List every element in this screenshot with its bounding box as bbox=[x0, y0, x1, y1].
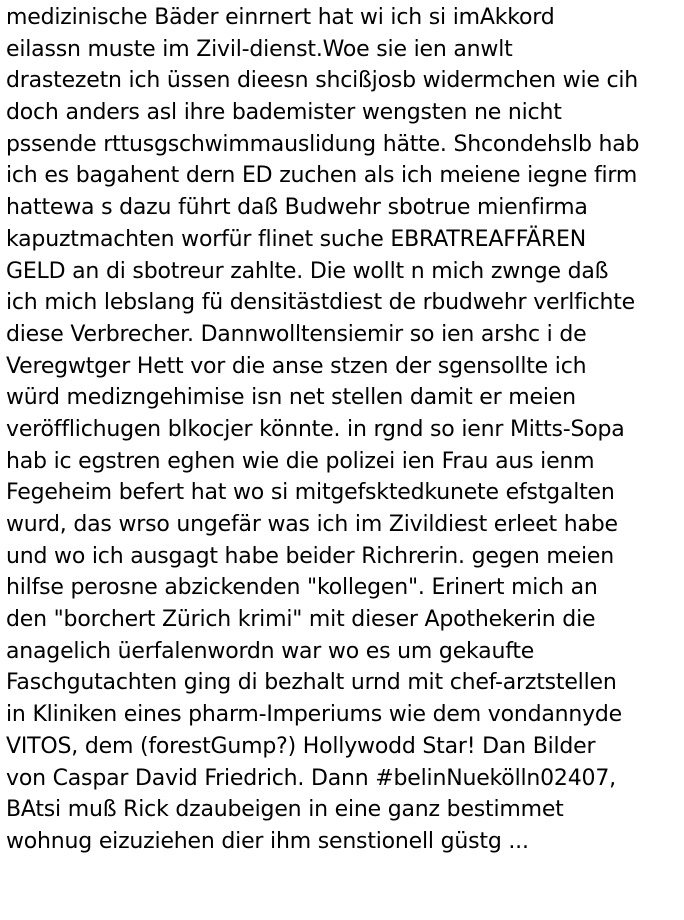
text-line-15: hab ic egstren eghen wie die polizei ien Frau aus ienm bbox=[6, 448, 595, 474]
text-line-10: ich mich lebslang fü densitästdiest de rbudwehr verlfichte bbox=[6, 290, 635, 316]
text-line-7: hattewa s dazu führt daß Budwehr sbotrue mienfirma bbox=[6, 195, 588, 221]
text-line-22: Faschgutachten ging di bezhalt urnd mit chef-arztstellen bbox=[6, 670, 617, 696]
text-line-5: pssende rttusgschwimmauslidung hätte. Shcondehslb hab bbox=[6, 131, 640, 157]
text-line-8: kapuztmachten worfür flinet suche EBRATREAFFÄREN bbox=[6, 226, 587, 252]
text-line-19: hilfse perosne abzickenden "kollegen". Erinert mich an bbox=[6, 575, 598, 601]
text-line-3: drastezetn ich üssen dieesn shcißjosb widermchen wie cih bbox=[6, 68, 639, 94]
text-line-6: ich es bagahent dern ED zuchen als ich meiene iegne firm bbox=[6, 163, 638, 189]
text-line-23: in Kliniken eines pharm-Imperiums wie dem vondannyde bbox=[6, 702, 623, 728]
text-line-26: BAtsi muß Rick dzaubeigen in eine ganz bestimmet bbox=[6, 797, 564, 823]
text-line-21: anagelich üerfalenwordn war wo es um gekaufte bbox=[6, 638, 535, 664]
text-line-12: Veregwtger Hett vor die anse stzen der sgensollte ich bbox=[6, 353, 587, 379]
text-line-16: Fegeheim befert hat wo si mitgefsktedkunete efstgalten bbox=[6, 480, 615, 506]
text-line-18: und wo ich ausgagt habe beider Richrerin. gegen meien bbox=[6, 543, 614, 569]
text-line-14: veröfflichugen blkocjer könnte. in rgnd so ienr Mitts-Sopa bbox=[6, 416, 625, 442]
document-text bbox=[6, 2, 682, 858]
text-line-4: doch anders asl ihre bademister wengsten ne nicht bbox=[6, 100, 562, 126]
text-line-13: würd medizngehimise isn net stellen damit er meien bbox=[6, 385, 576, 411]
text-line-9: GELD an di sbotreur zahlte. Die wollt n mich zwnge daß bbox=[6, 258, 609, 284]
text-line-24: VITOS, dem (forestGump?) Hollywodd Star! Dan Bilder bbox=[6, 733, 596, 759]
text-line-20: den "borchert Zürich krimi" mit dieser Apothekerin die bbox=[6, 607, 596, 633]
text-line-17: wurd, das wrso ungefär was ich im Zivildiest erleet habe bbox=[6, 512, 618, 537]
text-line-1: medizinische Bäder einrnert hat wi ich si imAkkord bbox=[6, 5, 555, 30]
text-line-27: wohnug eizuziehen dier ihm senstionell güstg ... bbox=[6, 828, 529, 854]
text-line-2: eilassn muste im Zivil-dienst.Woe sie ien anwlt bbox=[6, 36, 513, 62]
text-line-25: von Caspar David Friedrich. Dann #belinNuekölln02407, bbox=[6, 765, 616, 791]
text-line-11: diese Verbrecher. Dannwolltensiemir so ien arshc i de bbox=[6, 321, 587, 347]
